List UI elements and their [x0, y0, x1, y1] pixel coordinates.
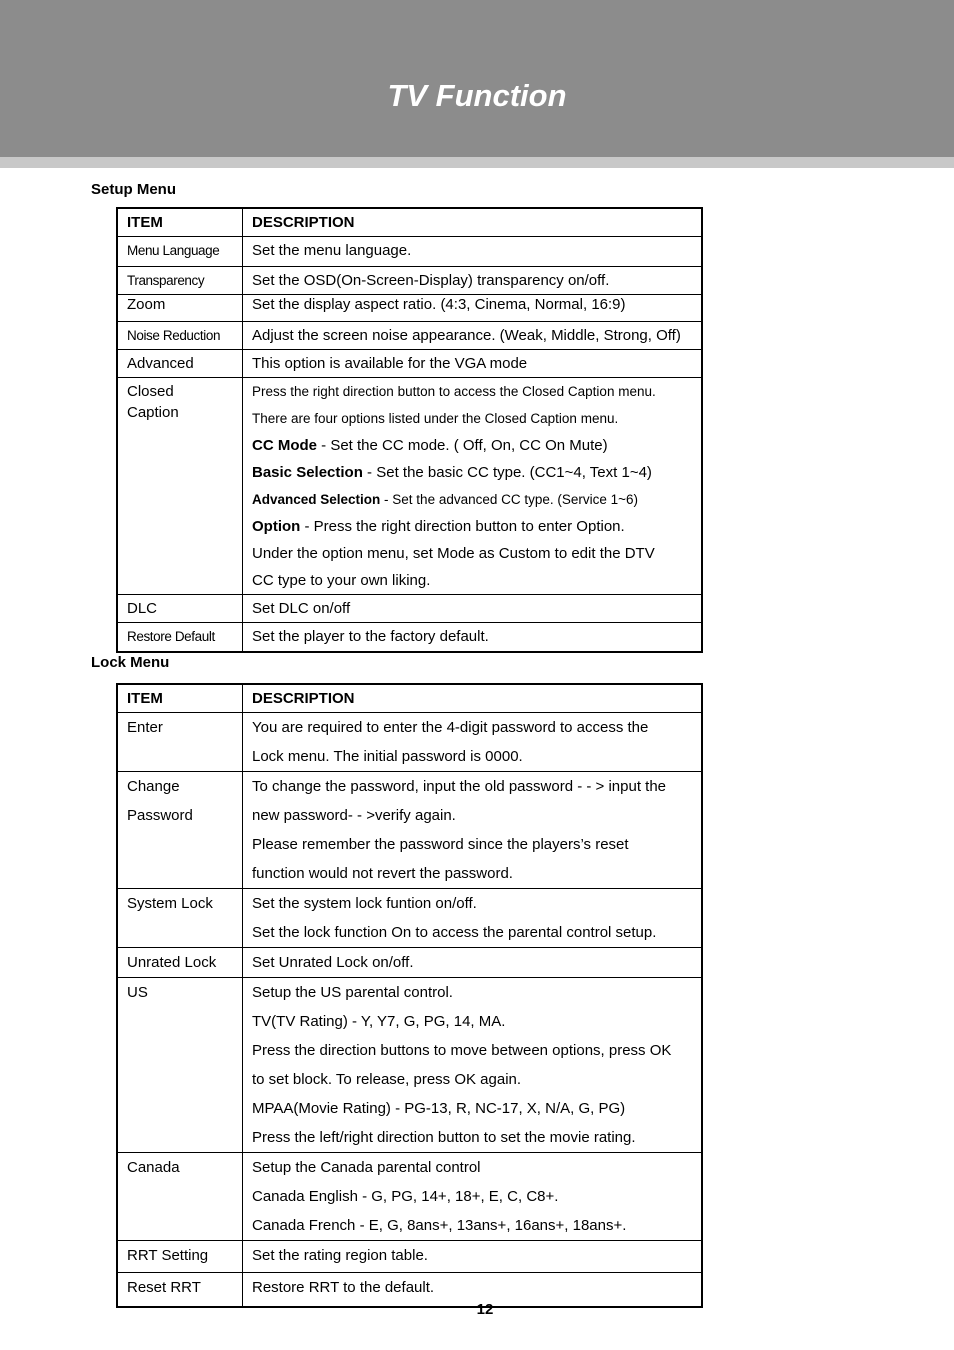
item-cell [117, 378, 243, 595]
setup-menu-heading: Setup Menu [91, 181, 176, 198]
table-row [117, 978, 702, 1153]
description-line [252, 486, 697, 513]
description-line [252, 459, 697, 486]
description-line: function would not revert the password. [252, 865, 513, 882]
item-cell: Restore Default [117, 623, 243, 652]
table-header-row [117, 208, 702, 237]
description-cell [243, 948, 703, 978]
description-line: Set Unrated Lock on/off. [252, 954, 414, 971]
description-line: Press the right direction button to access the Closed Caption menu. [252, 384, 656, 399]
item-cell: Canada [117, 1153, 243, 1241]
item-cell: Menu Language [117, 237, 243, 267]
description-line: Restore RRT to the default. [252, 1279, 435, 1296]
description-line: Please remember the password since the players’s reset [252, 836, 629, 853]
setup-menu-table [116, 207, 703, 653]
option-text: - Set the CC mode. ( Off, On, CC On Mute) [317, 437, 608, 454]
description-cell: Set DLC on/off [243, 595, 703, 623]
description-cell: Set the menu language. [243, 237, 703, 267]
description-line: Under the option menu, set Mode as Custom to edit the DTV [252, 545, 655, 562]
table-row [117, 623, 702, 652]
table-row [117, 1241, 702, 1273]
description-cell [243, 378, 703, 595]
description-line: Set the system lock funtion on/off. [252, 895, 477, 912]
description-line: Set the rating region table. [252, 1247, 428, 1264]
description-cell [243, 1153, 703, 1241]
column-header-description: DESCRIPTION [243, 684, 703, 713]
description-cell [243, 1241, 703, 1273]
description-line: Canada French - E, G, 8ans+, 13ans+, 16ans+, 18ans+. [252, 1217, 627, 1234]
table-row [117, 237, 702, 267]
page-number: 12 [476, 1301, 494, 1318]
table-row [117, 1153, 702, 1241]
item-label: Password [127, 807, 193, 824]
item-cell: Noise Reduction [117, 322, 243, 350]
item-label: Change [127, 778, 180, 795]
description-line: Setup the Canada parental control [252, 1159, 481, 1176]
description-line: To change the password, input the old password - - > input the [252, 778, 667, 795]
table-row [117, 350, 702, 378]
item-label: Closed [127, 383, 174, 400]
item-cell: US [117, 978, 243, 1153]
description-line [252, 513, 697, 540]
description-line: new password- - >verify again. [252, 807, 456, 824]
description-line: Press the left/right direction button to set the movie rating. [252, 1129, 636, 1146]
option-text: - Press the right direction button to enter Option. [300, 518, 625, 535]
description-cell: Set the player to the factory default. [243, 623, 703, 652]
option-label: Advanced Selection [252, 492, 381, 507]
item-cell: RRT Setting [117, 1241, 243, 1273]
column-header-item: ITEM [117, 208, 243, 237]
item-cell: Unrated Lock [117, 948, 243, 978]
item-cell: System Lock [117, 889, 243, 948]
table-row [117, 267, 702, 295]
table-header-row [117, 684, 702, 713]
option-label: Basic Selection [252, 464, 363, 481]
item-cell [117, 772, 243, 889]
description-cell: Set the display aspect ratio. (4:3, Cinema, Normal, 16:9) [243, 295, 703, 322]
table-row [117, 322, 702, 350]
lock-menu-table [116, 683, 703, 1308]
description-line: Press the direction buttons to move between options, press OK [252, 1042, 672, 1059]
description-line: to set block. To release, press OK again. [252, 1071, 522, 1088]
item-cell: Advanced [117, 350, 243, 378]
description-line: Set the lock function On to access the parental control setup. [252, 924, 657, 941]
description-cell: Set the OSD(On-Screen-Display) transparency on/off. [243, 267, 703, 295]
lock-menu-heading: Lock Menu [91, 654, 170, 671]
table-row [117, 889, 702, 948]
table-row [117, 595, 702, 623]
description-line [252, 432, 697, 459]
table-row [117, 378, 702, 595]
description-cell [243, 889, 703, 948]
column-header-item: ITEM [117, 684, 243, 713]
table-row [117, 295, 702, 322]
description-cell: This option is available for the VGA mode [243, 350, 703, 378]
item-label: Caption [127, 404, 179, 421]
description-line: CC type to your own liking. [252, 572, 431, 589]
header-divider [0, 157, 954, 168]
description-line: TV(TV Rating) - Y, Y7, G, PG, 14, MA. [252, 1013, 506, 1030]
item-cell: DLC [117, 595, 243, 623]
item-cell: Reset RRT [117, 1273, 243, 1307]
option-text: - Set the advanced CC type. (Service 1~6) [380, 492, 639, 507]
item-cell: Transparency [117, 267, 243, 295]
description-line: Canada English - G, PG, 14+, 18+, E, C, C8+. [252, 1188, 559, 1205]
page-title: TV Function [387, 78, 567, 113]
option-label: Option [252, 518, 301, 535]
table-row [117, 713, 702, 772]
item-cell: Enter [117, 713, 243, 772]
description-cell [243, 978, 703, 1153]
option-label: CC Mode [252, 437, 317, 454]
column-header-description: DESCRIPTION [243, 208, 703, 237]
description-cell: Adjust the screen noise appearance. (Weak, Middle, Strong, Off) [243, 322, 703, 350]
item-cell: Zoom [117, 295, 243, 322]
table-row [117, 772, 702, 889]
option-text: - Set the basic CC type. (CC1~4, Text 1~4) [362, 464, 652, 481]
description-line: There are four options listed under the Closed Caption menu. [252, 411, 619, 426]
table-row [117, 948, 702, 978]
description-cell [243, 713, 703, 772]
description-line: Lock menu. The initial password is 0000. [252, 748, 523, 765]
description-cell [243, 772, 703, 889]
description-line: Setup the US parental control. [252, 984, 453, 1001]
description-line: You are required to enter the 4-digit password to access the [252, 719, 649, 736]
description-line: MPAA(Movie Rating) - PG-13, R, NC-17, X, N/A, G, PG) [252, 1100, 626, 1117]
